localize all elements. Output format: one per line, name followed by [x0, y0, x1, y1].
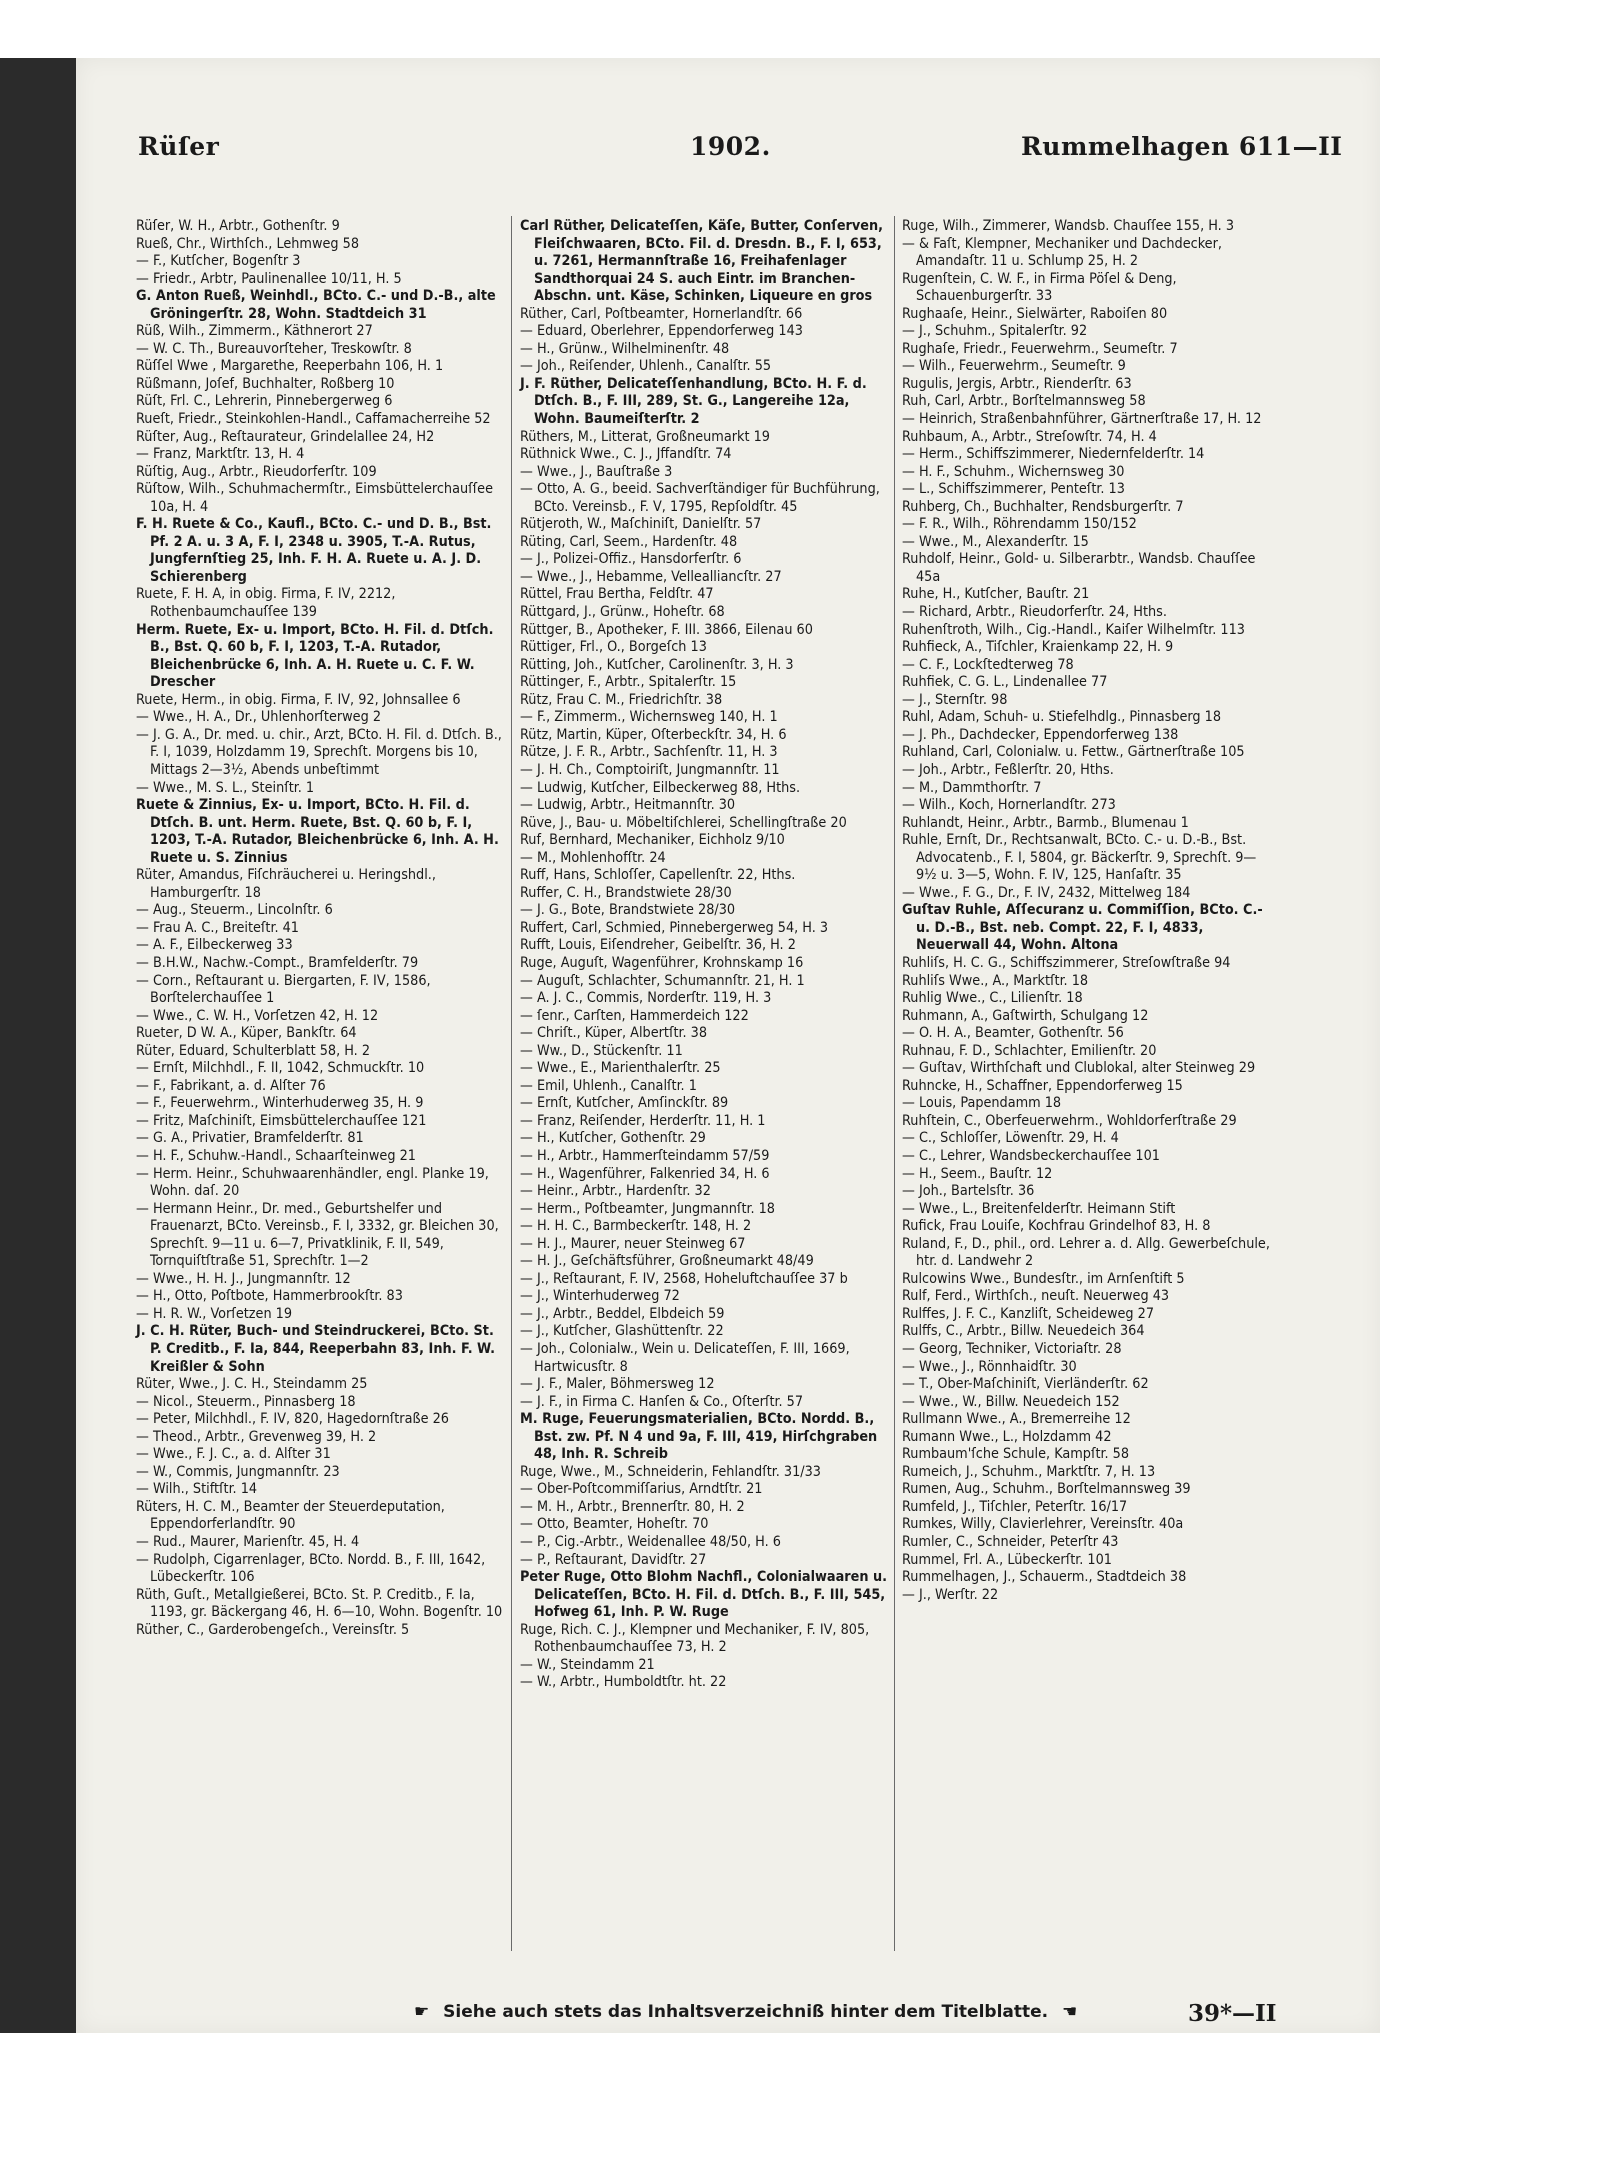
directory-entry: Rüther, C., Garderobengeſch., Vereinsſtr. 5: [136, 1621, 410, 1638]
directory-entry: — W. C. Th., Bureauvorſteher, Treskowſtr. 8: [136, 340, 412, 357]
directory-entry: — J. F., in Firma C. Hanſen & Co., Oſterſtr. 57: [520, 1393, 803, 1410]
directory-entry: — J., Polizei-Offiz., Hansdorferſtr. 6: [520, 551, 742, 568]
directory-entry: — C. F., Lockſtedterweg 78: [902, 656, 1074, 673]
directory-entry: — Franz, Reiſender, Herderſtr. 11, H. 1: [520, 1112, 766, 1129]
directory-entry: — Corn., Reſtaurant u. Biergarten, F. IV, 1586, Borſtelerchauſſee 1: [136, 972, 431, 1007]
directory-entry: Rütting, Joh., Kutſcher, Carolinenſtr. 3, H. 3: [520, 656, 794, 673]
directory-entry: — Wilh., Feuerwehrm., Seumeſtr. 9: [902, 358, 1126, 375]
directory-entry: — Wwe., J., Hebamme, Vellealliancſtr. 27: [520, 568, 782, 585]
directory-entry: — P., Cig.-Arbtr., Weidenallee 48/50, H. 6: [520, 1534, 781, 1551]
directory-entry: Rüßmann, Joſef, Buchhalter, Roßberg 10: [136, 375, 395, 392]
column-divider: [894, 216, 895, 1951]
directory-entry: — H. F., Schuhw.-Handl., Schaarſteinweg 21: [136, 1147, 416, 1164]
directory-entry: — Herm., Schiffszimmerer, Niedernfelderſtr. 14: [902, 446, 1205, 463]
directory-entry: Rüſt, Frl. C., Lehrerin, Pinnebergerweg 6: [136, 393, 393, 410]
directory-entry: — F., Zimmerm., Wichernsweg 140, H. 1: [520, 709, 778, 726]
directory-entry: Rüſer, W. H., Arbtr., Gothenſtr. 9: [136, 218, 340, 234]
directory-entry: — Louis, Papendamm 18: [902, 1095, 1062, 1112]
directory-entry: Herm. Ruete, Ex- u. Import, BCto. H. Fil. d. Dtſch. B., Bst. Q. 60 b, F. I, 1203, T.-A. Rutador, Bleichenbrücke 6, Inh. A. H. Ruete u. C. F. W. Drescher: [136, 621, 494, 691]
directory-entry: Rueter, D W. A., Küper, Bankſtr. 64: [136, 1025, 357, 1042]
directory-entry: — Wwe., H. H. J., Jungmannſtr. 12: [136, 1270, 351, 1287]
directory-entry: F. H. Ruete & Co., Kaufl., BCto. C.- und D. B., Bst. Pf. 2 A. u. 3 A, F. I, 2348 u. 3905, T.-A. Rutus, Jungfernſtieg 25, Inh. F. H. A. Ruete u. A. J. D. Schierenberg: [136, 516, 492, 585]
directory-entry: — H., Otto, Poſtbote, Hammerbrookſtr. 83: [136, 1288, 403, 1305]
directory-entry: Ruhncke, H., Schaffner, Eppendorferweg 15: [902, 1077, 1183, 1094]
directory-entry: — C., Schloſſer, Löwenſtr. 29, H. 4: [902, 1130, 1119, 1147]
directory-entry: — Joh., Arbtr., Feßlerſtr. 20, Hths.: [902, 761, 1114, 778]
directory-entry: — Otto, Beamter, Hoheſtr. 70: [520, 1516, 709, 1533]
directory-entry: — H. H. C., Barmbeckerſtr. 148, H. 2: [520, 1218, 752, 1235]
directory-entry: — Wwe., W., Billw. Neuedeich 152: [902, 1393, 1120, 1410]
directory-entry: Rütze, J. F. R., Arbtr., Sachſenſtr. 11, H. 3: [520, 744, 778, 761]
directory-entry: — G. A., Privatier, Bramfelderſtr. 81: [136, 1130, 364, 1147]
directory-entry: — M., Mohlenhofſtr. 24: [520, 849, 666, 866]
directory-entry: Ruge, Wilh., Zimmerer, Wandsb. Chauſſee 155, H. 3: [902, 218, 1235, 234]
directory-entry: — Friedr., Arbtr, Paulinenallee 10/11, H. 5: [136, 270, 402, 287]
pointing-hand-left-icon: ☚: [1062, 2002, 1078, 2022]
directory-entry: Rüter, Amandus, Fiſchräucherei u. Heringshdl., Hamburgerſtr. 18: [136, 867, 436, 901]
directory-entry: Rüttiger, Frl., O., Borgeſch 13: [520, 639, 707, 656]
directory-entry: — J., Kutſcher, Glashüttenſtr. 22: [520, 1323, 724, 1340]
directory-entry: — Georg, Techniker, Victoriaſtr. 28: [902, 1341, 1122, 1357]
directory-entry: J. C. H. Rüter, Buch- und Steindruckerei, BCto. St. P. Creditb., F. Ia, 844, Reeperbahn 83, Inh. F. W. Kreißler & Sohn: [136, 1323, 495, 1375]
directory-entry: — J., Winterhuderweg 72: [520, 1288, 680, 1305]
directory-entry: — F. R., Wilh., Röhrendamm 150/152: [902, 516, 1137, 533]
directory-entry: Rumeich, J., Schuhm., Marktſtr. 7, H. 13: [902, 1463, 1156, 1480]
directory-entry: Ruf, Bernhard, Mechaniker, Eichholz 9/10: [520, 832, 785, 849]
directory-entry: — L., Schiffszimmerer, Penteſtr. 13: [902, 481, 1125, 498]
directory-entry: Rüter, Eduard, Schulterblatt 58, H. 2: [136, 1042, 371, 1059]
directory-entry: Rueß, Chr., Wirthſch., Lehmweg 58: [136, 235, 360, 252]
directory-entry: Rufick, Frau Louiſe, Kochfrau Grindelhof 83, H. 8: [902, 1218, 1211, 1235]
directory-entry: Ruffer, C. H., Brandstwiete 28/30: [520, 884, 732, 901]
directory-entry: — Wwe., C. W. H., Vorſetzen 42, H. 12: [136, 1007, 379, 1024]
directory-entry: Rueſt, Friedr., Steinkohlen-Handl., Caffamacherreihe 52: [136, 411, 491, 428]
directory-entry: — H. J., Maurer, neuer Steinweg 67: [520, 1235, 746, 1252]
directory-entry: — Ludwig, Kutſcher, Eilbeckerweg 88, Hths.: [520, 779, 801, 796]
directory-entry: — H. J., Geſchäftsführer, Großneumarkt 48/49: [520, 1253, 814, 1270]
directory-entry: — Wwe., M., Alexanderſtr. 15: [902, 533, 1089, 550]
directory-entry: — J., Reſtaurant, F. IV, 2568, Hoheluftchauſſee 37 b: [520, 1270, 848, 1287]
directory-entry: — F., Feuerwehrm., Winterhuderweg 35, H. 9: [136, 1095, 424, 1112]
directory-entry: — J. G. A., Dr. med. u. chir., Arzt, BCto. H. Fil. d. Dtſch. B., F. I, 1039, Holzdamm 19, Sprechſt. Morgens bis 10, Mittags 2—3½, Abends unbeſtimmt: [136, 726, 502, 778]
directory-entry: — Wwe., E., Marienthalerſtr. 25: [520, 1060, 721, 1077]
directory-entry: Ruhe, H., Kutſcher, Bauſtr. 21: [902, 586, 1090, 603]
directory-entry: — C., Lehrer, Wandsbeckerchauſſee 101: [902, 1147, 1160, 1164]
directory-entry: — J., Arbtr., Beddel, Elbdeich 59: [520, 1305, 725, 1322]
directory-entry: — Wwe., F. G., Dr., F. IV, 2432, Mittelweg 184: [902, 884, 1191, 901]
running-header: [76, 132, 1380, 172]
directory-entry: — J. F., Maler, Böhmersweg 12: [520, 1376, 715, 1393]
directory-entry: — Frau A. C., Breiteſtr. 41: [136, 919, 299, 936]
directory-entry: — F., Fabrikant, a. d. Alſter 76: [136, 1077, 326, 1094]
directory-entry: Ruhmann, A., Gaſtwirth, Schulgang 12: [902, 1007, 1149, 1024]
directory-entry: Ruete, F. H. A, in obig. Firma, F. IV, 2212, Rothenbaumchauſſee 139: [136, 586, 396, 621]
directory-entry: — Rudolph, Cigarrenlager, BCto. Nordd. B., F. III, 1642, Lübeckerſtr. 106: [136, 1551, 486, 1586]
directory-entry: — P., Reſtaurant, Davidſtr. 27: [520, 1551, 707, 1568]
directory-entry: Rumler, C., Schneider, Peterſtr 43: [902, 1534, 1119, 1551]
directory-entry: Rumann Wwe., L., Holzdamm 42: [902, 1428, 1112, 1445]
footer-note-text: Siehe auch stets das Inhaltsverzeichniß hinter dem Titelblatte.: [443, 2002, 1049, 2022]
directory-entry: Rüthers, M., Litterat, Großneumarkt 19: [520, 428, 770, 445]
directory-entry: — Ernſt, Kutſcher, Amſinckſtr. 89: [520, 1095, 729, 1112]
directory-entry: Ruff, Hans, Schloſſer, Capellenſtr. 22, Hths.: [520, 867, 796, 884]
directory-entry: Rulf, Ferd., Wirthſch., neuſt. Neuerweg 43: [902, 1288, 1170, 1305]
directory-entry: Rumbaum'ſche Schule, Kampſtr. 58: [902, 1446, 1130, 1463]
directory-entry: — J., Werſtr. 22: [902, 1586, 999, 1603]
directory-entry: Rüttel, Frau Bertha, Feldſtr. 47: [520, 586, 714, 603]
directory-entry: — H. F., Schuhm., Wichernsweg 30: [902, 463, 1125, 480]
directory-entry: — Ww., D., Stückenſtr. 11: [520, 1042, 683, 1059]
directory-entry: — Heinr., Arbtr., Hardenſtr. 32: [520, 1183, 711, 1200]
directory-entry: — Herm. Heinr., Schuhwaarenhändler, engl. Planke 19, Wohn. daſ. 20: [136, 1165, 489, 1200]
directory-entry: Rulcowins Wwe., Bundesſtr., im Arnſenſtift 5: [902, 1270, 1185, 1287]
directory-entry: Rulffs, C., Arbtr., Billw. Neuedeich 364: [902, 1323, 1145, 1340]
directory-entry: J. F. Rüther, Delicateſſenhandlung, BCto. H. F. d. Dtſch. B., F. III, 289, St. G., Langereihe 12a, Wohn. Baumeiſterſtr. 2: [520, 375, 867, 428]
directory-entry: — Wwe., L., Breitenfelderſtr. Heimann Stift: [902, 1200, 1176, 1217]
directory-entry: Ruhle, Ernſt, Dr., Rechtsanwalt, BCto. C.- u. D.-B., Bst. Advocatenb., F. I, 5804, gr. Bäckerſtr. 9, Sprechſt. 9—9½ u. 3—5, Wohn. F. IV, 125, Hanſaſtr. 35: [902, 832, 1257, 884]
directory-entry: — Franz, Marktſtr. 13, H. 4: [136, 446, 305, 463]
directory-entry: — H., Arbtr., Hammerſteindamm 57/59: [520, 1147, 770, 1164]
directory-entry: — W., Steindamm 21: [520, 1656, 655, 1673]
directory-entry: Rütz, Martin, Küper, Oſterbeckſtr. 34, H. 6: [520, 726, 787, 743]
directory-entry: — Ernſt, Milchhdl., F. II, 1042, Schmuckſtr. 10: [136, 1060, 425, 1077]
directory-entry: — Nicol., Steuerm., Pinnasberg 18: [136, 1393, 356, 1410]
directory-entry: Rulffes, J. F. C., Kanzliſt, Scheideweg 27: [902, 1305, 1154, 1322]
directory-entry: Rummelhagen, J., Schauerm., Stadtdeich 38: [902, 1569, 1187, 1586]
directory-entry: Rumkes, Willy, Clavierlehrer, Vereinsſtr. 40a: [902, 1516, 1184, 1533]
footer-note: [406, 2002, 1085, 2022]
directory-entry: Ruhdolf, Heinr., Gold- u. Silberarbtr., Wandsb. Chauſſee 45a: [902, 551, 1256, 585]
directory-entry: — A. F., Eilbeckerweg 33: [136, 937, 293, 954]
directory-entry: — Wwe., M. S. L., Steinſtr. 1: [136, 779, 315, 796]
directory-entry: — F., Kutſcher, Bogenſtr 3: [136, 253, 301, 270]
header-left-keyword: Rüſer: [138, 132, 220, 161]
directory-entry: — Joh., Colonialw., Wein u. Delicateſſen, F. III, 1669, Hartwicusſtr. 8: [520, 1341, 850, 1375]
directory-entry: Ruhenſtroth, Wilh., Cig.-Handl., Kaiſer Wilhelmſtr. 113: [902, 621, 1245, 638]
directory-entry: — W., Arbtr., Humboldtſtr. ht. 22: [520, 1674, 727, 1691]
directory-entry: Ruffert, Carl, Schmied, Pinnebergerweg 54, H. 3: [520, 919, 829, 936]
header-year: 1902.: [690, 132, 771, 161]
directory-entry: Rughaſe, Friedr., Feuerwehrm., Seumeſtr. 7: [902, 340, 1178, 357]
directory-entry: Rufft, Louis, Eiſendreher, Geibelſtr. 36, H. 2: [520, 937, 796, 954]
directory-entry: — J., Sternſtr. 98: [902, 691, 1008, 708]
pointing-hand-right-icon: ☛: [414, 2002, 430, 2022]
directory-entry: Rumfeld, J., Tiſchler, Peterſtr. 16/17: [902, 1498, 1128, 1515]
directory-entry: Rüſtow, Wilh., Schuhmachermſtr., Eimsbüttelerchauſſee 10a, H. 4: [136, 481, 493, 515]
directory-entry: — ſenr., Carſten, Hammerdeich 122: [520, 1007, 749, 1024]
entries-column-3: [902, 218, 1270, 1604]
directory-entry: — J., Schuhm., Spitalerſtr. 92: [902, 323, 1088, 340]
directory-entry: — Emil, Uhlenh., Canalſtr. 1: [520, 1077, 697, 1094]
directory-page: [76, 58, 1380, 2033]
column-divider: [511, 216, 512, 1951]
directory-entry: Rüß, Wilh., Zimmerm., Käthnerort 27: [136, 323, 373, 340]
directory-entry: Rullmann Wwe., A., Bremerreihe 12: [902, 1411, 1131, 1428]
entries-column-2: [520, 218, 892, 1692]
header-right-keyword-page: Rummelhagen 611—II: [1021, 132, 1343, 161]
directory-entry: — Hermann Heinr., Dr. med., Geburtshelfer und Frauenarzt, BCto. Vereinsb., F. I, 3332, gr. Bleichen 30, Sprechſt. 9—11 u. 6—7, Privatklinik, F. II, 549, Tornquiſtſtraße 51, Sprechſtr. 1—2: [136, 1200, 499, 1270]
directory-entry: — M., Dammthorſtr. 7: [902, 779, 1042, 796]
directory-entry: Peter Ruge, Otto Blohm Nachfl., Colonialwaaren u. Delicateſſen, BCto. H. Fil. d. Dtſch. B., F. III, 545, Hofweg 61, Inh. P. W. Ruge: [520, 1569, 887, 1621]
directory-entry: Rütjeroth, W., Maſchiniſt, Danielſtr. 57: [520, 516, 762, 533]
directory-entry: Ruete & Zinnius, Ex- u. Import, BCto. H. Fil. d. Dtſch. B. unt. Herm. Ruete, Bst. Q. 60 b, F. I, 1203, T.-A. Rutador, Bleichenbrücke 6, Inh. A. H. Ruete u. S. Zinnius: [136, 797, 499, 866]
directory-entry: — Wilh., Stiftſtr. 14: [136, 1481, 258, 1498]
directory-entry: — Rud., Maurer, Marienſtr. 45, H. 4: [136, 1534, 360, 1551]
directory-entry: Rüth, Guſt., Metallgießerei, BCto. St. P. Creditb., F. Ia, 1193, gr. Bäckergang 46, H. 6—10, Wohn. Bogenſtr. 10: [136, 1586, 503, 1621]
directory-entry: Rüttgard, J., Grünw., Hoheſtr. 68: [520, 604, 725, 621]
directory-entry: Rughaaſe, Heinr., Sielwärter, Raboiſen 80: [902, 305, 1168, 322]
directory-entry: — Fritz, Maſchiniſt, Eimsbüttelerchauſſee 121: [136, 1112, 427, 1129]
directory-entry: Rummel, Frl. A., Lübeckerſtr. 101: [902, 1551, 1112, 1568]
directory-entry: Rüthnick Wwe., C. J., Jffandſtr. 74: [520, 446, 732, 463]
directory-entry: — Herm., Poſtbeamter, Jungmannſtr. 18: [520, 1200, 775, 1217]
directory-entry: Rüther, Carl, Poſtbeamter, Hornerlandſtr. 66: [520, 305, 803, 322]
directory-entry: M. Ruge, Feuerungsmaterialien, BCto. Nordd. B., Bst. zw. Pf. N 4 und 9a, F. III, 419, Hirſchgraben 48, Inh. R. Schreib: [520, 1411, 878, 1463]
directory-entry: — Wwe., J., Rönnhaidſtr. 30: [902, 1358, 1077, 1375]
directory-entry: — Peter, Milchhdl., F. IV, 820, Hagedornſtraße 26: [136, 1411, 449, 1428]
directory-entry: — H., Grünw., Wilhelminenſtr. 48: [520, 340, 730, 357]
directory-entry: Rüttinger, F., Arbtr., Spitalerſtr. 15: [520, 674, 737, 691]
directory-entry: Rumen, Aug., Schuhm., Borſtelmannsweg 39: [902, 1481, 1191, 1498]
directory-entry: — B.H.W., Nachw.-Compt., Bramfelderſtr. 79: [136, 954, 419, 971]
directory-entry: Rüters, H. C. M., Beamter der Steuerdeputation, Eppendorferlandſtr. 90: [136, 1498, 445, 1533]
directory-entry: — Auguſt, Schlachter, Schumannſtr. 21, H. 1: [520, 972, 805, 989]
directory-entry: Ruge, Rich. C. J., Klempner und Mechaniker, F. IV, 805, Rothenbaumchauſſee 73, H. 2: [520, 1621, 870, 1656]
directory-entry: Rugenſtein, C. W. F., in Firma Pöſel & Deng, Schauenburgerſtr. 33: [902, 270, 1177, 305]
directory-entry: Rugulis, Jergis, Arbtr., Rienderſtr. 63: [902, 375, 1132, 392]
directory-entry: — J. G., Bote, Brandstwiete 28/30: [520, 902, 736, 919]
directory-entry: — H. R. W., Vorſetzen 19: [136, 1305, 293, 1322]
directory-entry: — H., Wagenführer, Falkenried 34, H. 6: [520, 1165, 770, 1182]
directory-entry: G. Anton Rueß, Weinhdl., BCto. C.- und D.-B., alte Gröningerſtr. 28, Wohn. Stadtdeich 31: [136, 288, 496, 322]
directory-entry: Ruhnau, F. D., Schlachter, Emilienſtr. 20: [902, 1042, 1157, 1059]
directory-entry: Ruhbaum, A., Arbtr., Streſowſtr. 74, H. 4: [902, 428, 1157, 445]
directory-entry: Rüſter, Aug., Reſtaurateur, Grindelallee 24, H2: [136, 428, 435, 445]
directory-entry: — & Faſt, Klempner, Mechaniker und Dachdecker, Amandaſtr. 11 u. Schlump 25, H. 2: [902, 235, 1222, 270]
directory-entry: — Theod., Arbtr., Grevenweg 39, H. 2: [136, 1428, 377, 1445]
directory-entry: Ruete, Herm., in obig. Firma, F. IV, 92, Johnsallee 6: [136, 691, 461, 708]
directory-entry: — H., Kutſcher, Gothenſtr. 29: [520, 1130, 706, 1147]
directory-entry: Rüve, J., Bau- u. Möbeltiſchlerei, Schellingſtraße 20: [520, 814, 847, 831]
directory-entry: Rüting, Carl, Seem., Hardenſtr. 48: [520, 533, 738, 550]
directory-entry: — Aug., Steuerm., Lincolnſtr. 6: [136, 902, 333, 919]
directory-entry: Rüter, Wwe., J. C. H., Steindamm 25: [136, 1376, 368, 1393]
directory-entry: — Ober-Poſtcommiſſarius, Arndtſtr. 21: [520, 1481, 763, 1498]
directory-entry: — Wwe., J., Bauſtraße 3: [520, 463, 673, 480]
directory-entry: Ruhliſs Wwe., A., Marktſtr. 18: [902, 972, 1089, 989]
directory-entry: — Wilh., Koch, Hornerlandſtr. 273: [902, 797, 1116, 814]
directory-entry: — M. H., Arbtr., Brennerſtr. 80, H. 2: [520, 1498, 745, 1515]
directory-entry: — Joh., Bartelsſtr. 36: [902, 1183, 1035, 1200]
directory-entry: Ruhberg, Ch., Buchhalter, Rendsburgerſtr. 7: [902, 498, 1184, 515]
directory-entry: — Heinrich, Straßenbahnführer, Gärtnerſtraße 17, H. 12: [902, 411, 1262, 428]
directory-entry: — J. H. Ch., Comptoiriſt, Jungmannſtr. 11: [520, 761, 780, 778]
directory-entry: — Otto, A. G., beeid. Sachverſtändiger für Buchführung, BCto. Vereinsb., F. V, 1795, Repſoldſtr. 45: [520, 481, 880, 515]
directory-entry: — Guſtav, Wirthſchaft und Clublokal, alter Steinweg 29: [902, 1060, 1256, 1077]
directory-entry: — T., Ober-Maſchiniſt, Vierländerſtr. 62: [902, 1376, 1149, 1393]
directory-entry: — O. H. A., Beamter, Gothenſtr. 56: [902, 1025, 1124, 1042]
directory-entry: — Richard, Arbtr., Rieudorferſtr. 24, Hths.: [902, 604, 1167, 621]
directory-entry: Ruhliſs, H. C. G., Schiffszimmerer, Streſowſtraße 94: [902, 954, 1231, 971]
directory-entry: Ruhfiek, C. G. L., Lindenallee 77: [902, 674, 1108, 691]
directory-entry: Rüſſel Wwe , Margarethe, Reeperbahn 106, H. 1: [136, 358, 444, 375]
directory-entry: Ruhlandt, Heinr., Arbtr., Barmb., Blumenau 1: [902, 814, 1189, 831]
directory-entry: Ruhfieck, A., Tiſchler, Kraienkamp 22, H. 9: [902, 639, 1174, 656]
directory-entry: — W., Commis, Jungmannſtr. 23: [136, 1463, 340, 1480]
directory-entry: Ruhl, Adam, Schuh- u. Stiefelhdlg., Pinnasberg 18: [902, 709, 1222, 726]
directory-entry: Rütz, Frau C. M., Friedrichſtr. 38: [520, 691, 723, 708]
directory-entry: — Wwe., F. J. C., a. d. Alſter 31: [136, 1446, 331, 1463]
entries-column-1: [136, 218, 506, 1639]
page-signature: 39*—II: [1188, 2000, 1277, 2027]
directory-entry: Rüſtig, Aug., Arbtr., Rieudorferſtr. 109: [136, 463, 377, 480]
directory-entry: — Ludwig, Arbtr., Heitmannſtr. 30: [520, 797, 736, 814]
directory-entry: Ruhland, Carl, Colonialw. u. Fettw., Gärtnerſtraße 105: [902, 744, 1245, 761]
directory-entry: Carl Rüther, Delicateſſen, Käſe, Butter, Conſerven, Fleiſchwaaren, BCto. Fil. d. Dresdn. B., F. I, 653, u. 7261, Hermannſtraße 16, Freihafenlager Sandthorquai 24 S. auch Eintr. im Branchen-Abschn. unt. Käse, Schinken, Liqueure en gros: [520, 218, 884, 305]
directory-entry: Guſtav Ruhle, Aſſecuranz u. Commiſſion, BCto. C.- u. D.-B., Bst. neb. Compt. 22, F. I, 4833, Neuerwall 44, Wohn. Altona: [902, 902, 1263, 954]
directory-entry: — A. J. C., Commis, Norderſtr. 119, H. 3: [520, 990, 772, 1007]
directory-entry: Rüttger, B., Apotheker, F. III. 3866, Eilenau 60: [520, 621, 813, 638]
directory-entry: Ruge, Wwe., M., Schneiderin, Fehlandſtr. 31/33: [520, 1463, 821, 1480]
directory-entry: Ruhlig Wwe., C., Lilienſtr. 18: [902, 990, 1083, 1007]
directory-entry: — Joh., Reiſender, Uhlenh., Canalſtr. 55: [520, 358, 772, 375]
directory-entry: — H., Seem., Bauſtr. 12: [902, 1165, 1053, 1182]
directory-entry: Ruhſtein, C., Oberfeuerwehrm., Wohldorferſtraße 29: [902, 1112, 1237, 1129]
directory-entry: — Chriſt., Küper, Albertſtr. 38: [520, 1025, 708, 1042]
directory-entry: Ruge, Auguſt, Wagenführer, Krohnskamp 16: [520, 954, 804, 971]
directory-entry: Ruland, F., D., phil., ord. Lehrer a. d. Allg. Gewerbeſchule, htr. d. Landwehr 2: [902, 1235, 1270, 1270]
directory-entry: — Eduard, Oberlehrer, Eppendorferweg 143: [520, 323, 803, 340]
directory-entry: — Wwe., H. A., Dr., Uhlenhorſterweg 2: [136, 709, 382, 726]
directory-entry: — J. Ph., Dachdecker, Eppendorferweg 138: [902, 726, 1179, 743]
directory-entry: Ruh, Carl, Arbtr., Borſtelmannsweg 58: [902, 393, 1146, 410]
